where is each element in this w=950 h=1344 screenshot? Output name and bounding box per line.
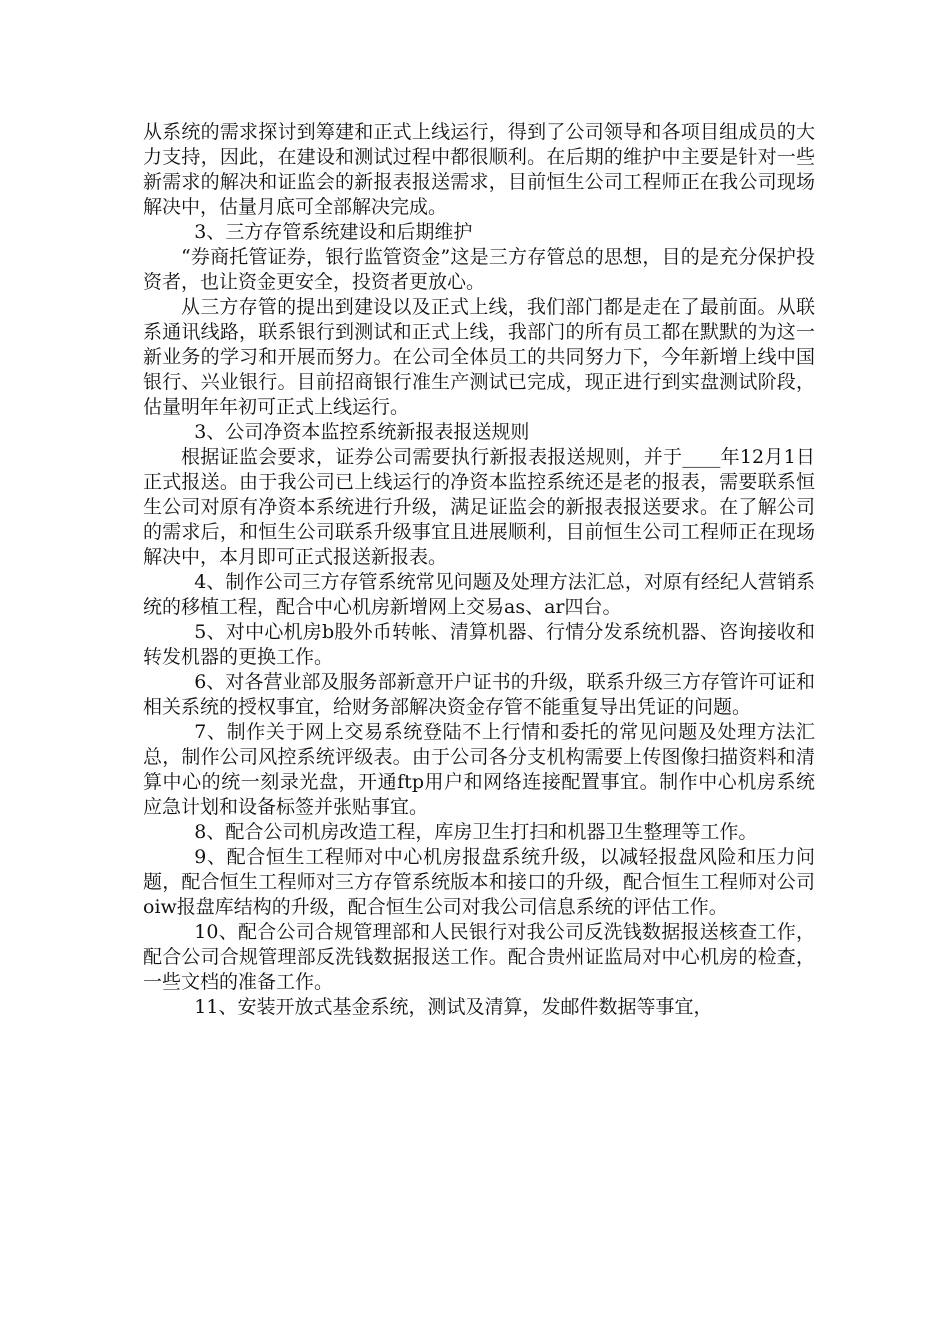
paragraph-net-capital: 根据证监会要求，证券公司需要执行新报表报送规则，并于____年12月1日正式报送。由于我公司已上线运行的净资本监控系统还是老的报表，需要联系恒生公司对原有净资本系统进行升级，满足证监会的新报表报送要求。在了解公司的需求后，和恒生公司联系升级事宜且进展顺利，目前恒生公司工程师正在现场解决中，本月即可正式报送新报表。 [143,446,815,568]
section-heading-net-capital: 3、公司净资本监控系统新报表报送规则 [194,421,530,443]
document-body [143,120,815,1020]
list-item-8: 8、配合公司机房改造工程，库房卫生打扫和机器卫生整理等工作。 [194,821,758,843]
list-item-7: 7、制作关于网上交易系统登陆不上行情和委托的常见问题及处理方法汇总，制作公司风控系统评级表。由于公司各分支机构需要上传图像扫描资料和清算中心的统一刻录光盘，开通ftp用户和网络连接配置事宜。制作中心机房系统应急计划和设备标签并张贴事宜。 [143,721,815,818]
paragraph-custody-principle: “券商托管证券，银行监管资金”这是三方存管总的思想，目的是充分保护投资者，也让资金更安全，投资者更放心。 [143,246,815,293]
list-item-4: 4、制作公司三方存管系统常见问题及处理方法汇总，对原有经纪人营销系统的移植工程，配合中心机房新增网上交易as、ar四台。 [143,571,815,618]
list-item-11: 11、安装开放式基金系统，测试及清算，发邮件数据等事宜， [194,996,713,1018]
paragraph-custody-progress: 从三方存管的提出到建设以及正式上线，我们部门都是走在了最前面。从联系通讯线路，联系银行到测试和正式上线，我部门的所有员工都在默默的为这一新业务的学习和开展而努力。在公司全体员工的共同努力下，今年新增上线中国银行、兴业银行。目前招商银行准生产测试已完成，现正进行到实盘测试阶段，估量明年年初可正式上线运行。 [143,296,815,418]
list-item-10: 10、配合公司合规管理部和人民银行对我公司反洗钱数据报送核查工作，配合公司合规管理部反洗钱数据报送工作。配合贵州证监局对中心机房的检查，一些文档的准备工作。 [143,921,815,993]
list-item-5: 5、对中心机房b股外币转帐、清算机器、行情分发系统机器、咨询接收和转发机器的更换工作。 [143,621,815,668]
paragraph-continuation: 从系统的需求探讨到筹建和正式上线运行，得到了公司领导和各项目组成员的大力支持，因此，在建设和测试过程中都很顺利。在后期的维护中主要是针对一些新需求的解决和证监会的新报表报送需求，目前恒生公司工程师正在我公司现场解决中，估量月底可全部解决完成。 [143,121,815,218]
list-item-9: 9、配合恒生工程师对中心机房报盘系统升级，以减轻报盘风险和压力问题，配合恒生工程师对三方存管系统版本和接口的升级，配合恒生工程师对公司oiw报盘库结构的升级，配合恒生公司对我公司信息系统的评估工作。 [143,846,815,918]
section-heading-third-party-custody: 3、三方存管系统建设和后期维护 [194,221,473,243]
list-item-6: 6、对各营业部及服务部新意开户证书的升级，联系升级三方存管许可证和相关系统的授权事宜，给财务部解决资金存管不能重复导出凭证的问题。 [143,671,815,718]
